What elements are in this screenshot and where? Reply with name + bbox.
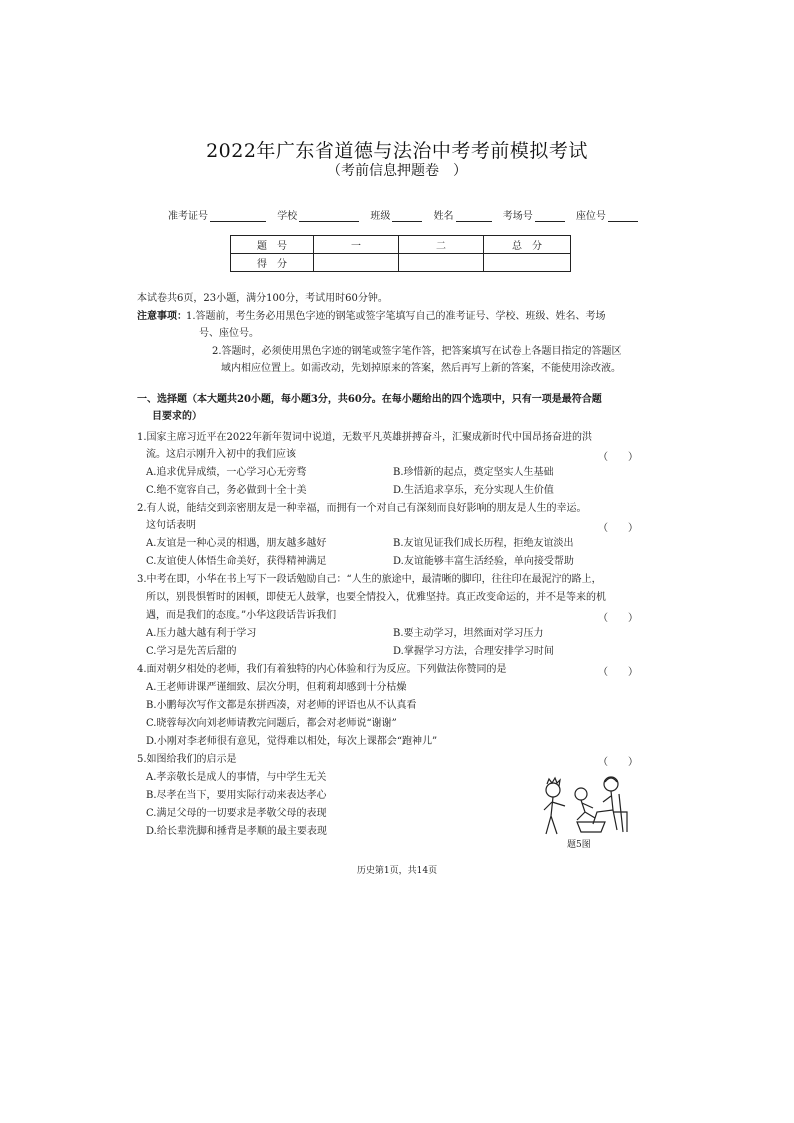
question-2-option-a: A.友谊是一种心灵的相遇，朋友越多越好 xyxy=(146,538,327,549)
exam-intro: 本试卷共6页，23小题，满分100分，考试用时60分钟。 xyxy=(137,293,388,304)
cartoon-drawing xyxy=(544,777,627,834)
question-5-option-c: C.满足父母的一切要求是孝敬父母的表现 xyxy=(146,808,327,819)
info-field-name: 姓名 xyxy=(434,207,492,222)
info-field-school: 学校 xyxy=(277,207,359,222)
score-table-score-row xyxy=(231,254,571,272)
answer-bracket: （ ） xyxy=(598,523,638,534)
question-3-stem: 3.中考在即，小华在书上写下一段话勉励自己：“人生的旅途中，最清晰的脚印，往往印在最泥泞的路上， xyxy=(137,574,602,585)
notice-label: 注意事项： xyxy=(137,311,187,322)
score-cell xyxy=(484,254,571,272)
section-1-heading-cont: 目要求的） xyxy=(152,411,202,422)
notice-item-2: 2.答题时，必须使用黑色字迹的钢笔或签字笔作答，把答案填写在试卷上各题目指定的答题区 xyxy=(212,346,622,357)
score-table-header-row xyxy=(231,236,571,254)
score-header-cell: 一 xyxy=(314,236,399,254)
question-2-option-d: D.友谊能够丰富生活经验，单向接受帮助 xyxy=(393,556,574,567)
question-4-option-d: D.小刚对李老师很有意见，觉得难以相处，每次上课都会“跑神儿” xyxy=(146,736,438,747)
page-footer: 历史第1页，共14页 xyxy=(356,866,438,876)
answer-bracket: （ ） xyxy=(598,667,638,678)
exam-subtitle: （考前信息押题卷 ） xyxy=(327,163,467,179)
notice-item-1-cont: 号、座位号。 xyxy=(199,328,259,339)
question-1-option-d: D.生活追求享乐，充分实现人生价值 xyxy=(393,485,554,496)
question-3-option-c: C.学习是先苦后甜的 xyxy=(146,646,237,657)
question-3-stem-cont: 所以，别畏惧暂时的困顿，即使无人鼓掌，也要全情投入，优雅坚持。真正改变命运的，并不是等来的机 xyxy=(146,592,606,603)
question-2-option-c: C.友谊使人体悟生命美好，获得精神满足 xyxy=(146,556,327,567)
section-1-heading: 一、选择题（本大题共20小题，每小题3分，共60分。在每小题给出的四个选项中，只有一项是最符合题 xyxy=(137,394,602,405)
score-cell xyxy=(399,254,484,272)
question-5-option-a: A.孝亲敬长是成人的事情，与中学生无关 xyxy=(146,772,327,783)
question-2-stem-cont: 这句话表明 xyxy=(146,520,196,531)
question-1-stem-cont: 流。这启示刚升入初中的我们应该 xyxy=(146,449,296,460)
question-3-option-b: B.要主动学习，坦然面对学习压力 xyxy=(393,628,544,639)
question-1-stem: 1.国家主席习近平在2022年新年贺词中说道，无数平凡英雄拼搏奋斗，汇聚成新时代中国昂扬奋进的洪 xyxy=(137,432,592,443)
info-field-seat: 座位号 xyxy=(576,207,638,222)
question-2-option-b: B.友谊见证我们成长历程，拒绝友谊淡出 xyxy=(393,538,574,549)
figure-caption: 题5图 xyxy=(567,840,591,850)
question-3-option-a: A.压力越大越有利于学习 xyxy=(146,628,257,639)
question-1-option-b: B.珍惜新的起点，奠定坚实人生基础 xyxy=(393,467,554,478)
question-4-stem: 4.面对朝夕相处的老师，我们有着独特的内心体验和行为反应。下列做法你赞同的是 xyxy=(137,664,507,675)
score-header-cell: 题 号 xyxy=(231,236,314,254)
info-field-class: 班级 xyxy=(370,207,422,222)
question-5-stem: 5.如图给我们的启示是 xyxy=(137,754,237,765)
score-header-cell: 总 分 xyxy=(484,236,571,254)
question-2-stem: 2.有人说，能结交到亲密朋友是一种幸福，而拥有一个对自己有深刻而良好影响的朋友是人生的幸运。 xyxy=(137,503,587,514)
question-5-option-b: B.尽孝在当下，要用实际行动来表达孝心 xyxy=(146,790,327,801)
question-4-option-c: C.晓蓉每次向刘老师请教完问题后，都会对老师说“谢谢” xyxy=(146,718,397,729)
notice-item-1: 1.答题前，考生务必用黑色字迹的钢笔或签字笔填写自己的准考证号、学校、班级、姓名、考场 xyxy=(186,311,606,322)
exam-title: 2022年广东省道德与法治中考考前模拟考试 xyxy=(206,140,588,162)
candidate-info-row xyxy=(168,207,638,222)
question-1-option-c: C.绝不宽容自己，务必做到十全十美 xyxy=(146,485,307,496)
question-5-option-d: D.给长辈洗脚和捶背是孝顺的最主要表现 xyxy=(146,826,327,837)
info-field-room: 考场号 xyxy=(503,207,565,222)
score-cell xyxy=(314,254,399,272)
answer-bracket: （ ） xyxy=(598,613,638,624)
question-1-option-a: A.追求优异成绩，一心学习心无旁骛 xyxy=(146,467,307,478)
question-3-option-d: D.掌握学习方法，合理安排学习时间 xyxy=(393,646,554,657)
score-row-label: 得 分 xyxy=(231,254,314,272)
notice-item-2-cont: 域内相应位置上。如需改动，先划掉原来的答案，然后再写上新的答案，不能使用涂改液。 xyxy=(221,363,621,374)
question-4-option-b: B.小鹏每次写作文都是东拼西凑，对老师的评语也从不认真看 xyxy=(146,700,417,711)
question-5-illustration xyxy=(537,770,637,838)
score-table xyxy=(230,235,571,272)
answer-bracket: （ ） xyxy=(598,757,638,768)
question-3-stem-cont: 遇，而是我们的态度。”小华这段话告诉我们 xyxy=(146,610,337,621)
info-field-exam-number: 准考证号 xyxy=(168,207,266,222)
answer-bracket: （ ） xyxy=(598,452,638,463)
score-header-cell: 二 xyxy=(399,236,484,254)
question-4-option-a: A.王老师讲课严谨细致、层次分明，但莉莉却感到十分枯燥 xyxy=(146,682,407,693)
